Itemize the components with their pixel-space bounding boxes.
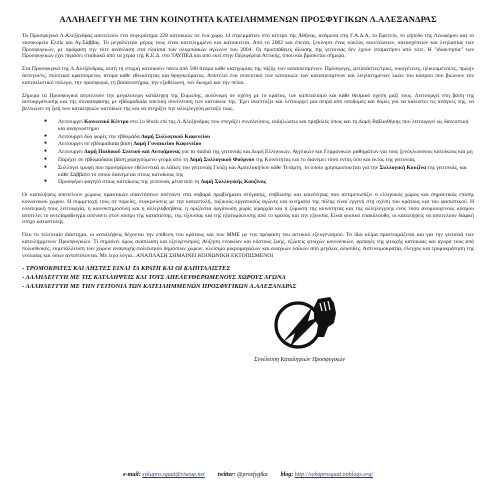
slogan-line: - ΑΛΛΗΛΕΓΓΥΗ ΜΕ ΤΗΝ ΓΕΙΤΟΝΙΑ ΤΩΝ ΚΑΤΕΙΛΗΜΜΕΝΩΝ ΠΡΟΣΦΥΓΙΚΩΝ Λ.ΑΛΕΞΑΝΔΡΑΣ (22, 282, 297, 290)
list-item: ● Συλλογεί τροφή που προσφέρουν εθελοντικά οι λαϊκές του γειτονιάς Γκύζη και Αμπελοκήπων κάθε Τετάρτη, το οποίο χρησιμοποιείται για την Συλλογική Κουζίνα της γειτονιάς, και κάθε Σάββατο το οποίο διανέμεται στους κατοίκους της (44, 164, 467, 178)
paragraph-squats: Οι καταλήψεις αποτελούν χώρους πρακτικών απαντήσεων απέναντι στα σοβαρά προβλήματα στέγασης, επιβίωσης και κοινότητας που αντιμετωπίζει ο ελληνικός χώρος και σημαντικός επίσης κοινωνικού χώρου. Η συμμετοχή τους σε πορείες, συγκρούσεις με την καταστολή, ταξικούς-εργατικούς αγώνες και κινήματα της πόλης είναι εγγενή στη σχέση του κράτους και του φασιστικού. Η εσωτερική τους λειτουργία, η κοινοκτημοσύνη και η αλληλοβοήθεια, η οριζόντια οργάνωση χωρίς ιεραρχία και η ζύμωση της κοινότητας και της αλληλεγγύης ενός τόσο ανομοιογενούς κόσμου αποτελεί το αντιπαράδειγμα απέναντι στον κόσμο της καταπίεσης, της εξουσίας και της εξατομίκευσης από το κράτος και την εξουσία. Είναι φυσικό επακόλουθο, οι καταλήψεις να αποτελούν διαρκή στόχο καταστολής. (22, 192, 474, 226)
paragraph-intro: Τα Προσφυγικά Λ.Αλεξάνδρας αποτελούν ένα συγκρότημα 228 κατοικιών σε ένα χώρο 14 στρεμμάτων στο κέντρο της Αθήνας, ανάμεσα στη Γ.Α.Δ.Α, το Εφετείο, το γήπεδο της Λεωφόρου και το νοσοκομείο Ελπίς και Αγ.Σάββας. Το μεγαλύτερο μέρος τους είναι κατειλημμένο και κατοικείται. Από το 2002 και έπειτα, ξεκίνησε ένας κύκλος εκκενώσεων, κατασχέσεων και λεηλασίας των Προσφυγικών, με πρόφαση την τότε ανάπλαση στα πλαίσια των ολυμπιακών αγώνων του 2004. Οι προσπάθειες άλωσης της γειτονιάς δεν έχουν σταματήσει από τότε. Η "ιδιοκτησία" των Προσφυγικών έχει περάσει σταδιακά από τα χέρια της Κ.Ε.Δ. στο ΤΑΥΠΕΔ και από εκεί στην Περιφέρεια Αττικής, όπου και βρίσκεται σήμερα. (22, 33, 474, 60)
paragraph-gentrification: Όλο το τελευταίο διάστημα, οι καταλήψεις δέχονται την επίθεση του κράτους και των ΜΜΕ με την πρόφαση του αστικού εξευγενισμού. Το ίδιο κλίμα προετοιμάζεται και για την γειτονιά των κατειλημμένων Προσφυγικών. Τι σημαίνει όμως ανάπλαση και εξευγενισμός; Αύξηση ενοικίων και κόστους ζωής, εξώσεις φτωχών κοινωνικών, αρπαγές της φτωχής κατοικίας και αγορά τους από πολυεθνικές, εκμετάλλευση των χώρων αναψυχής-πολιτισμού δημόσιων χώρων, κλείσιμο μικρομαγαζιών και αναγκών λαϊκών από μεγάλες αλυσίδες. Αστυνομοκρατία, έλεγχος και τρομοκράτηση της νεολαίας και όσων αντιστέκονται. Με λίγα λόγια...ΑΝΑΠΛΑΣΗ ΣΗΜΑΙΝΕΙ ΚΟΙΝΩΝΙΚΗ ΕΚΤΟΠΙΣΜΕΝΟΙ (22, 232, 474, 259)
list-item: ● Παρέχει σε εβδομαδιαία βάση χορηγούμενο γεύμα από τη Δομή Συλλογικού Φούρνου της Κοινότητας και το διανέμει τόσο εντός όσο και εκτός της γειτονιάς (44, 156, 415, 163)
list-item: ● Λειτουργεί δύο φορές την εβδομάδα Δομή Συλλογικού Καφενείου (44, 133, 211, 140)
blog-label: blog: (280, 472, 294, 478)
list-item: ● Προσφέρει φαγητό στους κατοίκους της γειτονιάς μέσα από τη Δομή Συλλογικής Κουζίνας (44, 179, 266, 186)
bullet-icon: ● (44, 118, 48, 124)
bullet-icon: ● (44, 156, 48, 162)
slogan-line: - ΤΡΟΜΟΚΡΑΤΕΣ ΚΑΙ ΛΗΣΤΕΣ ΕΙΝΑΙ ΤΑ ΚΡΑΤΗ ΚΑΙ ΟΙ ΚΑΠΙΤΑΛΙΣΤΕΣ (22, 265, 231, 273)
signature: Συνέλευση Καταληψιών Προσφυγικών (254, 357, 346, 364)
paragraph-residents: Στα Προσφυγικά της Λ.Αλεξάνδρας, αυτή τη στιγμή κατοικούν πάνω από 500 άτομα κάθε κατηγορίας της τάξης των καταπιεσμένων. Πρόσφυγες, μετανάστες/τριες, οικογένειες, ηλικιωμένοι/ες, πρώην άστεγοι/ες, πολιτικοί κρατούμενοι, άτομα κάθε εθνικότητας και θρησκεύματος. Αποτελεί ένα συνεκτικό των κατοικιών των καταπιεσμένων και λεηλατημένων λαών του κόσμου που βιώνουν τον καπιταλιστικό πόλεμο, την προσφυγιά, τη βασανιστήρια, την εξαθλίωση, τον διωγμό και την πείνα. (22, 66, 474, 86)
leaflet-page (22, 14, 474, 484)
slogans (22, 265, 474, 291)
footer (22, 472, 474, 478)
slogan-line: - ΑΛΛΗΛΕΓΓΥΗ ΜΕ ΤΙΣ ΚΑΤΑΛΗΨΕΙΣ ΚΑΙ ΤΟΥΣ ΑΠΕΛΕΥΘΕΡΩΜΕΝΟΥΣ ΧΩΡΟΥΣ ΑΓΩΝΑ (22, 273, 286, 281)
bullet-icon: ● (44, 133, 48, 139)
logo-area (22, 293, 474, 371)
page-title: ΑΛΛΗΛΕΓΓΥΗ ΜΕ ΤΗΝ ΚΟΙΝΟΤΗΤΑ ΚΑΤΕΙΛΗΜΜΕΝΩΝ ΠΡΟΣΦΥΓΙΚΩΝ Λ.ΑΛΕΞΑΝΔΡΑΣ (59, 14, 437, 24)
bullet-icon: ● (44, 149, 48, 155)
paragraph-today: Σήμερα τα Προσφυγικά αποτελούν την μεγαλύτερη κατάληψη της Ευρώπης, αυτόνομη σε σχέση με το κράτος, τον καπιταλισμό και κάθε θεσμικό σχέση μαζί τους. Λειτουργεί στη βάση της αυτοοργάνωσης και της συναπόφασης με εβδομαδιαία τακτική συνέλευση των κατοίκων της. Έχει αναπτύξει και λειτουργεί μια σειρά από υποδομές και δομές για να καλύπτει τις ανάγκες της, να βελτιώνει τη ζωή των καταληψιών κατοίκων της και να στηρίξει την αλληλεγγύη μεταξύ τους. (22, 92, 474, 113)
squat-symbol-fist-logo (268, 293, 342, 357)
email-link[interactable]: sykapro.squat@riseup.net (142, 472, 205, 478)
list-item: ● Λειτουργεί σε εβδομαδιαία βάση Δομή Γυναικείου Καφενείου (44, 141, 202, 148)
email-label: e-mail: (122, 472, 141, 478)
twitter-handle[interactable]: @prosfygika (236, 472, 268, 478)
blog-link[interactable]: http://sykaprosquat.noblogs.org/ (294, 472, 373, 478)
list-item: ● Λειτουργεί Κοινωνικό Κέντρο στο 1o block επί της Λ.Αλεξάνδρας που στεγάζει συνελεύσεις, εκδηλώσεις και προβολές όπως και τη Δομή Βιβλιοθήκης που λειτουργεί ως δανειστική και αναγνωστήριο (44, 118, 469, 132)
twitter-label: twitter: (217, 472, 236, 478)
list-item: ● Λειτουργεί Δομή Παιδικού Σπιτιού και Αυτοάμυνας για τα παιδιά της γειτονιάς και Δομή Ελληνικών, Αγγλικών και Γερμανικών μαθημάτων για τους ξενόγλωσσους κατοίκους και μη (44, 149, 473, 156)
structures-list (22, 119, 474, 186)
bullet-icon: ● (44, 164, 48, 170)
bullet-icon: ● (44, 141, 48, 147)
bullet-icon: ● (44, 179, 48, 185)
